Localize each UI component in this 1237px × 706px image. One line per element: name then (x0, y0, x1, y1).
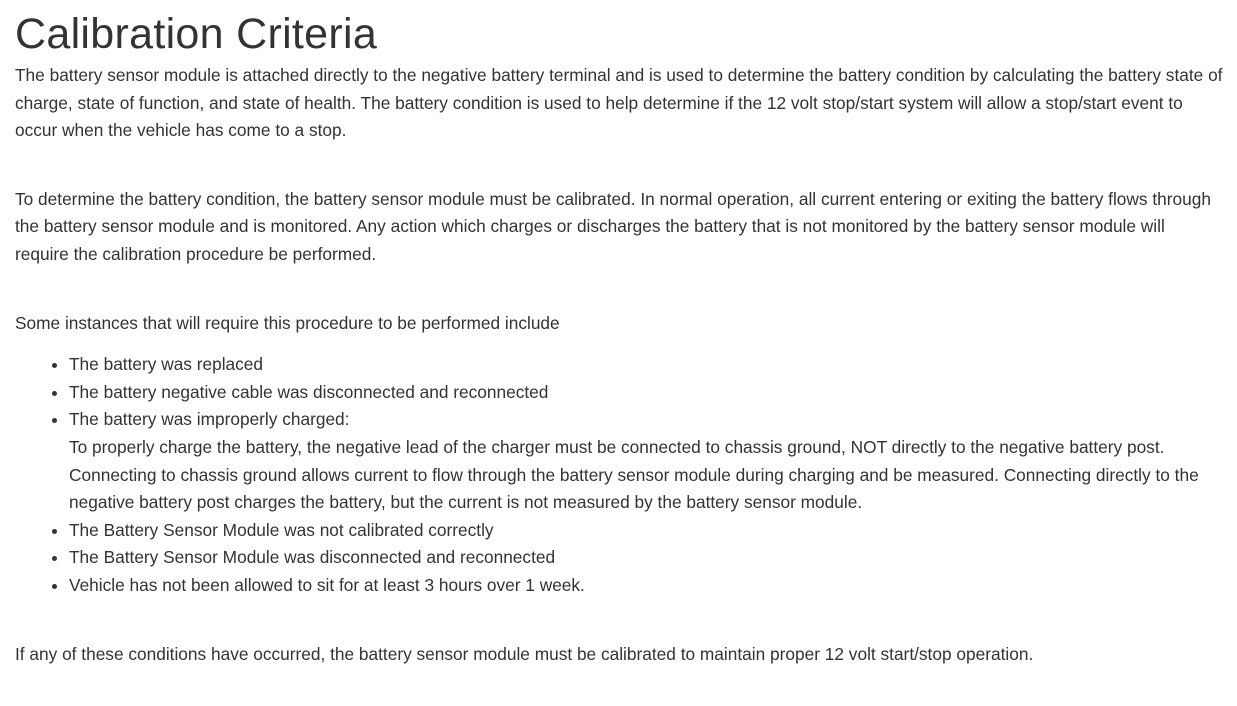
conclusion-paragraph: If any of these conditions have occurred, the battery sensor module must be calibrated to maintain proper 12 volt start/stop operation. (15, 643, 1034, 664)
instances-intro: Some instances that will require this procedure to be performed include (15, 312, 560, 333)
intro-paragraph: The battery sensor module is attached directly to the negative battery terminal and is used to determine the battery condition by calculating the battery state of charge, state of function, and state of health. The battery condition is used to help determine if the 12 volt stop/start system will allow a stop/start event to occur when the vehicle has come to a stop. (15, 65, 1223, 141)
list-item-label: The battery was improperly charged: (69, 409, 350, 430)
charging-note: To properly charge the battery, the negative lead of the charger must be connected to chassis ground, NOT directly to the negative battery post. Connecting to chassis ground allows current to flow through the battery sensor module during charging and be measured. Connecting directly to the negative battery post charges the battery, but the current is not measured by the battery sensor module. (69, 436, 1199, 513)
instances-list (15, 351, 1223, 599)
list-item: • The Battery Sensor Module was not calibrated correctly (69, 517, 1223, 545)
list-item: • The Battery Sensor Module was disconnected and reconnected (69, 544, 1223, 572)
list-item: • The battery was replaced (69, 351, 1223, 379)
list-item: • The battery negative cable was disconnected and reconnected (69, 379, 1223, 407)
calibration-paragraph: To determine the battery condition, the battery sensor module must be calibrated. In normal operation, all current entering or exiting the battery flows through the battery sensor module and is monitored. Any action which charges or discharges the battery that is not monitored by the battery sensor module will require the calibration procedure be performed. (15, 188, 1211, 264)
list-item: • Vehicle has not been allowed to sit for at least 3 hours over 1 week. (69, 572, 1223, 600)
list-item (69, 406, 1223, 516)
page-title: Calibration Criteria (15, 10, 378, 58)
